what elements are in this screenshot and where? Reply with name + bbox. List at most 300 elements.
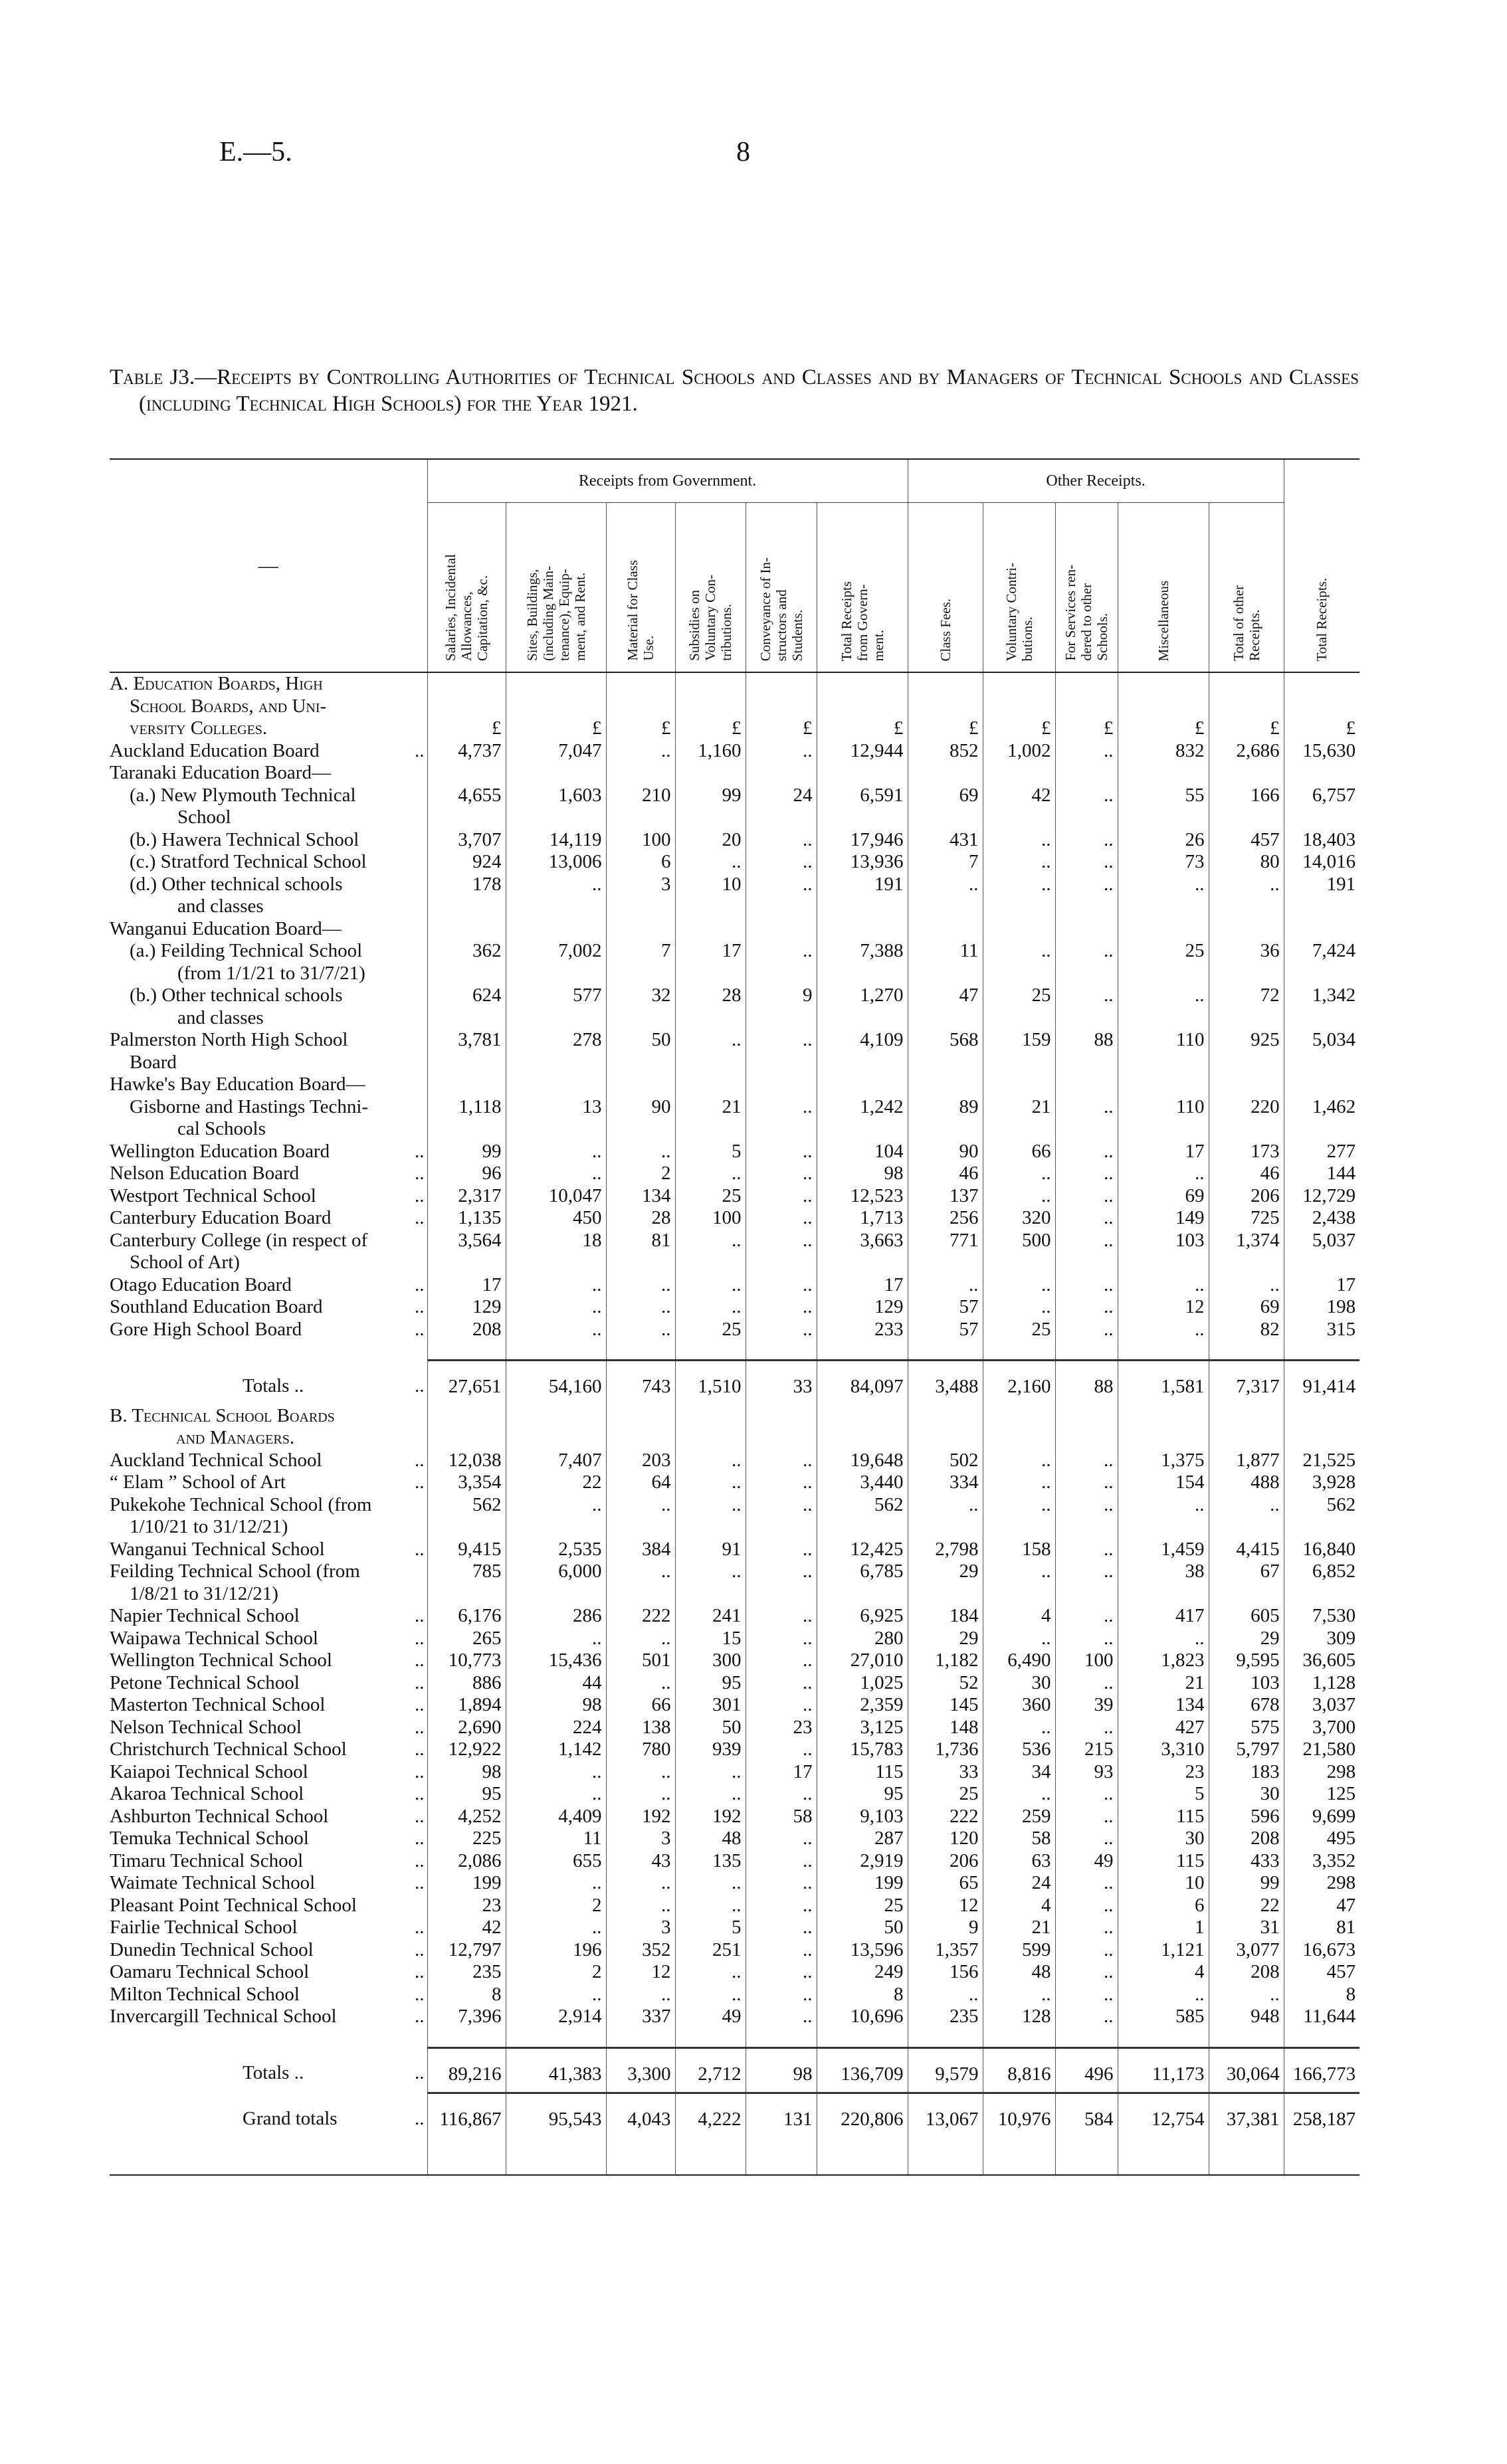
value-cell: 12 <box>606 1961 675 1984</box>
value-cell: .. <box>983 1296 1055 1319</box>
row-label-text: cal Schools <box>177 1118 266 1139</box>
value-cell: 39 <box>1055 1694 1118 1717</box>
value-cell: 9,103 <box>817 1806 908 1828</box>
value-cell: 771 <box>908 1230 983 1274</box>
value-cell: 2,919 <box>817 1850 908 1873</box>
value-cell: 24 <box>746 785 817 829</box>
row-label-line <box>110 985 425 1007</box>
value-cell: 206 <box>1209 1185 1284 1208</box>
value-cell: 5,797 <box>1209 1739 1284 1761</box>
value-cell: 3,352 <box>1284 1850 1359 1873</box>
value-cell: 624 <box>427 985 506 1029</box>
value-cell: 69 <box>908 785 983 829</box>
value-cell: 98 <box>506 1694 606 1717</box>
value-cell: 4,043 <box>606 2093 675 2138</box>
value-cell: 120 <box>908 1828 983 1850</box>
value-cell: 149 <box>1118 1207 1209 1230</box>
value-cell: .. <box>675 1761 746 1784</box>
dot-leader: .. <box>415 1783 425 1804</box>
value-cell: .. <box>506 1761 606 1784</box>
value-cell: .. <box>1055 985 1118 1029</box>
value-cell: 1,142 <box>506 1739 606 1761</box>
value-cell: 49 <box>675 2006 746 2028</box>
value-cell <box>1055 762 1118 785</box>
row-label-line <box>110 1207 425 1230</box>
value-cell: .. <box>1055 1471 1118 1494</box>
value-cell: 21 <box>1118 1672 1209 1695</box>
value-cell: .. <box>983 1450 1055 1472</box>
value-cell: 457 <box>1209 829 1284 852</box>
column-header-line: ment, and Rent. <box>571 573 588 661</box>
value-cell: .. <box>606 1672 675 1695</box>
value-cell: 100 <box>606 829 675 852</box>
row-label <box>110 740 427 763</box>
column-header-line: tributions. <box>718 604 734 661</box>
table-row <box>110 1628 1359 1650</box>
value-cell: 12 <box>1118 1296 1209 1319</box>
value-cell: 6,757 <box>1284 785 1359 829</box>
row-label <box>110 1917 427 1939</box>
column-header-line: Receipts. <box>1246 609 1262 661</box>
dot-leader: .. <box>415 1828 425 1849</box>
column-header-label <box>1062 565 1110 661</box>
value-cell: .. <box>1055 1939 1118 1962</box>
value-cell: 43 <box>606 1850 675 1873</box>
value-cell: 33 <box>746 1361 817 1405</box>
row-label-text: School <box>177 806 231 828</box>
column-header <box>506 503 606 673</box>
value-cell: .. <box>746 874 817 918</box>
value-cell: .. <box>1055 1319 1118 1341</box>
value-cell: 725 <box>1209 1207 1284 1230</box>
value-cell: 57 <box>908 1319 983 1341</box>
value-cell: 1,357 <box>908 1939 983 1962</box>
row-label <box>110 1717 427 1739</box>
value-cell: 21,525 <box>1284 1450 1359 1472</box>
value-cell <box>1118 1405 1209 1450</box>
row-label-line <box>110 1783 425 1806</box>
value-cell: 9 <box>746 985 817 1029</box>
value-cell: .. <box>606 1141 675 1163</box>
value-cell: .. <box>746 1739 817 1761</box>
value-cell: 5 <box>1118 1783 1209 1806</box>
value-cell: 16,840 <box>1284 1539 1359 1561</box>
value-cell: 29 <box>1209 1628 1284 1650</box>
dot-leader: .. <box>415 1185 425 1206</box>
table-row <box>110 1471 1359 1494</box>
value-cell: .. <box>983 829 1055 852</box>
value-cell: 1,877 <box>1209 1450 1284 1472</box>
value-cell: 678 <box>1209 1694 1284 1717</box>
section-title-line: versity Colleges. <box>130 717 268 739</box>
value-cell: 852 <box>908 740 983 763</box>
totals-label <box>110 2047 427 2093</box>
value-cell: 17 <box>817 1274 908 1297</box>
value-cell <box>1055 1074 1118 1096</box>
row-label-line <box>110 1141 425 1163</box>
value-cell: .. <box>1055 1605 1118 1628</box>
table-row <box>110 1296 1359 1319</box>
row-label-line <box>110 1605 425 1628</box>
row-label-line <box>110 829 425 852</box>
value-cell: 4,222 <box>675 2093 746 2138</box>
value-cell <box>1118 762 1209 785</box>
column-header-line: Capitation, &c. <box>474 575 490 661</box>
value-cell: 3,700 <box>1284 1717 1359 1739</box>
row-label <box>110 918 427 941</box>
table-row <box>110 1096 1359 1141</box>
row-label-text: Invercargill Technical School <box>110 2006 337 2027</box>
value-cell <box>1209 762 1284 785</box>
value-cell: 184 <box>908 1605 983 1628</box>
value-cell <box>746 918 817 941</box>
row-label-text: Temuka Technical School <box>110 1828 309 1849</box>
value-cell: 115 <box>1118 1806 1209 1828</box>
value-cell: 47 <box>1284 1895 1359 1917</box>
row-label-line <box>110 1672 425 1695</box>
row-label-text: Southland Education Board <box>110 1296 323 1317</box>
value-cell <box>817 762 908 785</box>
row-label-line <box>110 1296 425 1319</box>
value-cell: 743 <box>606 1361 675 1405</box>
value-cell: .. <box>1055 2006 1118 2028</box>
value-cell: .. <box>746 1694 817 1717</box>
value-cell: .. <box>606 1895 675 1917</box>
value-cell: 17 <box>427 1274 506 1297</box>
row-label-text: Petone Technical School <box>110 1671 300 1693</box>
value-cell: 6,490 <box>983 1650 1055 1672</box>
value-cell: 103 <box>1209 1672 1284 1695</box>
value-cell: .. <box>983 940 1055 985</box>
table-row <box>110 851 1359 874</box>
value-cell: 166,773 <box>1284 2047 1359 2093</box>
column-header-line: (including Main- <box>540 566 556 661</box>
value-cell: .. <box>746 1895 817 1917</box>
column-header-line: Sites, Buildings, <box>524 569 540 661</box>
row-label-text: Dunedin Technical School <box>110 1939 314 1960</box>
value-cell: 208 <box>1209 1828 1284 1850</box>
value-cell: 1,002 <box>983 740 1055 763</box>
value-cell: 575 <box>1209 1717 1284 1739</box>
value-cell: 596 <box>1209 1806 1284 1828</box>
table-row <box>110 740 1359 763</box>
value-cell: 577 <box>506 985 606 1029</box>
row-label-line <box>110 1096 425 1119</box>
row-label-text: Westport Technical School <box>110 1185 316 1206</box>
column-header-line: Conveyance of In- <box>757 557 773 661</box>
value-cell: 21 <box>675 1096 746 1141</box>
value-cell: 29 <box>908 1628 983 1650</box>
value-cell: 129 <box>817 1296 908 1319</box>
value-cell <box>983 1405 1055 1450</box>
column-header <box>817 503 908 673</box>
value-cell: 15,630 <box>1284 740 1359 763</box>
value-cell: 501 <box>606 1650 675 1672</box>
value-cell: 298 <box>1284 1761 1359 1784</box>
value-cell: .. <box>983 1628 1055 1650</box>
row-label <box>110 2006 427 2028</box>
totals-row <box>110 1361 1359 1405</box>
value-cell <box>908 918 983 941</box>
row-label <box>110 940 427 985</box>
value-cell: .. <box>1055 1163 1118 1185</box>
value-cell: 315 <box>1284 1319 1359 1341</box>
value-cell: 334 <box>908 1471 983 1494</box>
value-cell: 93 <box>1055 1761 1118 1784</box>
value-cell <box>1209 918 1284 941</box>
column-header-line: structors and <box>773 589 789 661</box>
value-cell: 17 <box>1118 1141 1209 1163</box>
value-cell: 46 <box>908 1163 983 1185</box>
value-cell: 131 <box>746 2093 817 2138</box>
value-cell: .. <box>1055 851 1118 874</box>
value-cell: 599 <box>983 1939 1055 1962</box>
value-cell: .. <box>506 1628 606 1650</box>
row-label <box>110 1163 427 1185</box>
table-row <box>110 785 1359 829</box>
value-cell: 12,729 <box>1284 1185 1359 1208</box>
value-cell: .. <box>746 1672 817 1695</box>
value-cell: 23 <box>746 1717 817 1739</box>
spacer-row <box>110 1341 1359 1361</box>
column-header-line: Material for Class <box>625 560 641 661</box>
row-label-text: Hawke's Bay Education Board— <box>110 1074 365 1095</box>
value-cell: 495 <box>1284 1828 1359 1850</box>
value-cell: 7 <box>908 851 983 874</box>
row-label-line <box>110 1230 425 1252</box>
column-header-line: Total Receipts <box>838 581 854 661</box>
value-cell: 100 <box>1055 1650 1118 1672</box>
value-cell: 137 <box>908 1185 983 1208</box>
row-label-line <box>110 1961 425 1984</box>
row-label <box>110 1672 427 1695</box>
value-cell <box>983 1074 1055 1096</box>
row-label-line <box>110 940 425 963</box>
value-cell: .. <box>746 1872 817 1895</box>
row-label <box>110 1561 427 1605</box>
value-cell: 128 <box>983 2006 1055 2028</box>
value-cell: 5 <box>675 1917 746 1939</box>
value-cell: .. <box>1055 1185 1118 1208</box>
value-cell: .. <box>675 1783 746 1806</box>
value-cell: .. <box>746 1029 817 1074</box>
value-cell: 38 <box>1118 1561 1209 1605</box>
row-label-text: (a.) New Plymouth Technical <box>130 784 356 806</box>
value-cell: 134 <box>1118 1694 1209 1717</box>
column-header-label <box>443 554 490 661</box>
column-header-label <box>1231 585 1262 661</box>
table-title: Table J3.—Receipts by Controlling Authorities of Technical Schools and Classes and by Managers of Technical Schools and Classes (including Technical High Schools) for the Year 1921. <box>110 365 1359 416</box>
value-cell: .. <box>1055 1895 1118 1917</box>
row-label-text: Milton Technical School <box>110 1983 300 2005</box>
value-cell: .. <box>746 851 817 874</box>
table-row <box>110 985 1359 1029</box>
value-cell: 1,242 <box>817 1096 908 1141</box>
value-cell: 384 <box>606 1539 675 1561</box>
value-cell: 81 <box>1284 1917 1359 1939</box>
row-label-line <box>110 963 425 985</box>
value-cell: 2,686 <box>1209 740 1284 763</box>
value-cell: 500 <box>983 1230 1055 1274</box>
value-cell: 5 <box>675 1141 746 1163</box>
value-cell: 98 <box>746 2047 817 2093</box>
value-cell: 3,781 <box>427 1029 506 1074</box>
value-cell: .. <box>606 1561 675 1605</box>
value-cell: .. <box>746 1939 817 1962</box>
row-label <box>110 1761 427 1784</box>
row-label-text: Wanganui Education Board— <box>110 917 342 939</box>
value-cell: 10,773 <box>427 1650 506 1672</box>
column-header-line: Schools. <box>1094 613 1111 661</box>
value-cell <box>1055 918 1118 941</box>
row-label <box>110 1895 427 1917</box>
column-header <box>1118 503 1209 673</box>
value-cell: 6 <box>1118 1895 1209 1917</box>
row-label-text: (d.) Other technical schools <box>130 873 343 895</box>
value-cell: .. <box>746 1561 817 1605</box>
section-title <box>110 672 427 740</box>
value-cell: 89,216 <box>427 2047 506 2093</box>
value-cell: 31 <box>1209 1917 1284 1939</box>
column-header-label <box>938 599 954 662</box>
dot-leader: .. <box>415 1983 425 2005</box>
value-cell: .. <box>1055 1539 1118 1561</box>
row-label-line <box>110 1052 425 1074</box>
value-cell <box>675 1405 746 1450</box>
value-cell: 258,187 <box>1284 2093 1359 2138</box>
value-cell: 457 <box>1284 1961 1359 1984</box>
row-label-line <box>110 1939 425 1962</box>
row-label-line <box>110 1850 425 1873</box>
row-label <box>110 1694 427 1717</box>
value-cell <box>817 1405 908 1450</box>
value-cell: 3,077 <box>1209 1939 1284 1962</box>
value-cell: .. <box>1055 1230 1118 1274</box>
row-label-text: Waipawa Technical School <box>110 1627 318 1649</box>
dot-leader: .. <box>415 1207 425 1228</box>
value-cell: 198 <box>1284 1296 1359 1319</box>
value-cell: 1,128 <box>1284 1672 1359 1695</box>
column-header-line: Total Receipts. <box>1314 578 1330 662</box>
value-cell: .. <box>746 2006 817 2028</box>
table-row <box>110 874 1359 918</box>
value-cell: £ <box>1055 672 1118 740</box>
value-cell: 7,047 <box>506 740 606 763</box>
value-cell: .. <box>606 740 675 763</box>
value-cell: 320 <box>983 1207 1055 1230</box>
value-cell: 36 <box>1209 940 1284 985</box>
value-cell: 196 <box>506 1939 606 1962</box>
value-cell <box>1118 918 1209 941</box>
row-label-line <box>110 1984 425 2006</box>
row-label <box>110 1783 427 1806</box>
row-label-line <box>110 1628 425 1650</box>
table-row <box>110 762 1359 785</box>
value-cell: 20 <box>675 829 746 852</box>
value-cell: 33 <box>908 1761 983 1784</box>
table-row <box>110 1539 1359 1561</box>
value-cell: 3,300 <box>606 2047 675 2093</box>
value-cell: .. <box>746 1230 817 1274</box>
value-cell: .. <box>606 1761 675 1784</box>
value-cell: 145 <box>908 1694 983 1717</box>
value-cell: .. <box>506 1141 606 1163</box>
value-cell <box>908 1074 983 1096</box>
value-cell <box>427 1405 506 1450</box>
value-cell: 203 <box>606 1450 675 1472</box>
row-label-text: Christchurch Technical School <box>110 1739 347 1760</box>
value-cell: 496 <box>1055 2047 1118 2093</box>
value-cell: 585 <box>1118 2006 1209 2028</box>
row-label <box>110 874 427 918</box>
value-cell: 352 <box>606 1939 675 1962</box>
value-cell <box>606 762 675 785</box>
value-cell: 655 <box>506 1850 606 1873</box>
section-title-line: B. Technical School Boards <box>110 1404 335 1426</box>
dot-leader: .. <box>415 1627 425 1649</box>
value-cell: 1,603 <box>506 785 606 829</box>
table-row <box>110 1895 1359 1917</box>
grand-totals-label-text: Grand totals <box>243 2107 338 2129</box>
value-cell: .. <box>983 1494 1055 1539</box>
value-cell: 241 <box>675 1605 746 1628</box>
value-cell: 115 <box>817 1761 908 1784</box>
value-cell: 4,109 <box>817 1029 908 1074</box>
value-cell: 10 <box>1118 1872 1209 1895</box>
row-label-text: Fairlie Technical School <box>110 1917 298 1938</box>
row-label-line <box>110 1516 425 1539</box>
value-cell: .. <box>1055 1984 1118 2006</box>
value-cell <box>746 762 817 785</box>
value-cell: 8 <box>817 1984 908 2006</box>
value-cell: 309 <box>1284 1628 1359 1650</box>
value-cell: 11,173 <box>1118 2047 1209 2093</box>
row-label-line <box>110 1872 425 1895</box>
value-cell <box>817 918 908 941</box>
value-cell: 42 <box>427 1917 506 1939</box>
value-cell: 562 <box>427 1494 506 1539</box>
column-header-label <box>757 557 805 661</box>
dot-leader: .. <box>415 1872 425 1893</box>
value-cell: 3,707 <box>427 829 506 852</box>
value-cell: .. <box>1055 1207 1118 1230</box>
value-cell: 3,663 <box>817 1230 908 1274</box>
value-cell: 280 <box>817 1628 908 1650</box>
row-label-text: 1/8/21 to 31/12/21) <box>130 1582 278 1604</box>
dot-leader: .. <box>415 1274 425 1295</box>
value-cell: 36,605 <box>1284 1650 1359 1672</box>
receipts-table <box>110 458 1359 2176</box>
value-cell <box>427 1074 506 1096</box>
table-row <box>110 1561 1359 1605</box>
table-row <box>110 1717 1359 1739</box>
value-cell: .. <box>606 1319 675 1341</box>
value-cell: 298 <box>1284 1872 1359 1895</box>
value-cell: 3,928 <box>1284 1471 1359 1494</box>
value-cell: .. <box>675 1274 746 1297</box>
value-cell: 66 <box>983 1141 1055 1163</box>
row-label-text: Ashburton Technical School <box>110 1805 329 1827</box>
value-cell: 23 <box>427 1895 506 1917</box>
value-cell: 88 <box>1055 1029 1118 1074</box>
row-label-line <box>110 1007 425 1030</box>
row-label-text: Canterbury Education Board <box>110 1207 332 1228</box>
value-cell <box>1118 1074 1209 1096</box>
value-cell: 832 <box>1118 740 1209 763</box>
value-cell: 6,785 <box>817 1561 908 1605</box>
value-cell: 3,564 <box>427 1230 506 1274</box>
value-cell: 90 <box>606 1096 675 1141</box>
